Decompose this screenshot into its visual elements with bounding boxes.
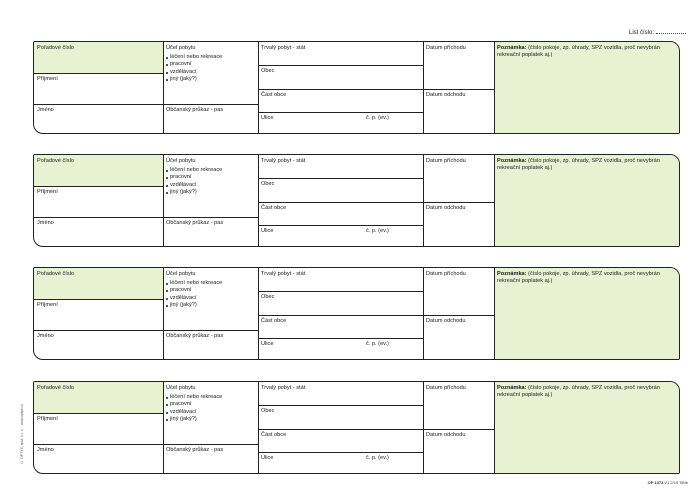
row-divider: [258, 315, 494, 316]
id-card-passport-field[interactable]: [163, 444, 258, 474]
column-divider: [423, 268, 424, 359]
order-number-field[interactable]: [34, 382, 163, 413]
first-name-field[interactable]: [34, 217, 163, 247]
column-divider: [163, 268, 164, 359]
purpose-field[interactable]: [163, 382, 258, 444]
district-field[interactable]: [258, 202, 423, 225]
row-divider: [258, 225, 423, 226]
column-divider: [494, 155, 495, 246]
order-number-field[interactable]: [34, 42, 163, 73]
note-title: Poznámka:: [497, 158, 527, 164]
row-divider: [34, 73, 163, 74]
purpose-option[interactable]: pracovní: [166, 401, 255, 408]
municipality-label: Obec: [261, 408, 275, 414]
departure-date-field[interactable]: [423, 202, 494, 247]
id-card-passport-label: Občanský průkaz - pas: [166, 107, 224, 113]
guest-registration-card: [33, 267, 680, 360]
order-number-label: Pořadové číslo: [37, 45, 75, 51]
row-divider: [258, 405, 423, 406]
note-hint: (číslo pokoje, zp. úhrady, SPZ vozidla, proč nevybrán rekreační poplatek aj.): [497, 45, 660, 58]
purpose-field[interactable]: [163, 155, 258, 217]
purpose-option[interactable]: léčení nebo rekreace: [166, 280, 255, 287]
column-divider: [163, 42, 164, 133]
surname-label: Příjmení: [37, 416, 58, 422]
first-name-field[interactable]: [34, 104, 163, 134]
departure-date-label: Datum odchodu: [426, 318, 466, 324]
municipality-field[interactable]: [258, 178, 423, 202]
street-field[interactable]: [258, 225, 423, 247]
residence-country-field[interactable]: [258, 382, 423, 405]
column-divider: [258, 155, 259, 246]
column-divider: [494, 42, 495, 133]
municipality-field[interactable]: [258, 291, 423, 315]
row-divider: [34, 330, 258, 331]
purpose-options: [166, 54, 255, 84]
purpose-options: [166, 167, 255, 197]
order-number-label: Pořadové číslo: [37, 271, 75, 277]
row-divider: [258, 338, 423, 339]
district-field[interactable]: [258, 315, 423, 338]
street-label: Ulice: [261, 115, 274, 121]
surname-field[interactable]: [34, 186, 163, 217]
residence-country-label: Trvalý pobyt - stát: [261, 385, 306, 391]
column-divider: [494, 268, 495, 359]
row-divider: [34, 104, 258, 105]
row-divider: [34, 413, 163, 414]
surname-label: Příjmení: [37, 189, 58, 195]
note-field[interactable]: [494, 268, 680, 360]
street-field[interactable]: [258, 112, 423, 134]
row-divider: [258, 178, 423, 179]
row-divider: [34, 299, 163, 300]
list-number-field[interactable]: [656, 33, 686, 34]
arrival-date-label: Datum příchodu: [426, 385, 466, 391]
arrival-date-label: Datum příchodu: [426, 158, 466, 164]
arrival-date-field[interactable]: [423, 155, 494, 202]
arrival-date-field[interactable]: [423, 42, 494, 89]
municipality-label: Obec: [261, 294, 275, 300]
guest-registration-card: [33, 381, 680, 474]
row-divider: [34, 444, 258, 445]
house-number-label: č. p. (ev.): [366, 341, 389, 347]
municipality-field[interactable]: [258, 405, 423, 429]
column-divider: [258, 382, 259, 473]
row-divider: [258, 112, 423, 113]
id-card-passport-label: Občanský průkaz - pas: [166, 333, 224, 339]
purpose-field[interactable]: [163, 268, 258, 330]
residence-country-label: Trvalý pobyt - stát: [261, 45, 306, 51]
residence-country-label: Trvalý pobyt - stát: [261, 271, 306, 277]
column-divider: [163, 155, 164, 246]
house-number-label: č. p. (ev.): [366, 115, 389, 121]
purpose-option[interactable]: vzdělávací: [166, 295, 255, 302]
street-label: Ulice: [261, 341, 274, 347]
district-label: Část obce: [261, 92, 287, 98]
form-code: [648, 480, 688, 485]
row-divider: [34, 217, 258, 218]
surname-field[interactable]: [34, 299, 163, 330]
row-divider: [258, 429, 494, 430]
arrival-date-label: Datum příchodu: [426, 271, 466, 277]
note-title: Poznámka:: [497, 45, 527, 51]
note-field[interactable]: [494, 155, 680, 247]
column-divider: [258, 268, 259, 359]
street-field[interactable]: [258, 452, 423, 474]
surname-field[interactable]: [34, 413, 163, 444]
purpose-option[interactable]: jiný (jaký?): [166, 302, 255, 309]
first-name-label: Jméno: [37, 447, 54, 453]
note-hint: (číslo pokoje, zp. úhrady, SPZ vozidla, proč nevybrán rekreační poplatek aj.): [497, 385, 660, 398]
column-divider: [423, 42, 424, 133]
note-field[interactable]: [494, 382, 680, 474]
column-divider: [494, 382, 495, 473]
form-version: V1 2/15 TiMe: [664, 480, 688, 485]
purpose-option[interactable]: jiný (jaký?): [166, 416, 255, 423]
id-card-passport-field[interactable]: [163, 217, 258, 247]
municipality-field[interactable]: [258, 65, 423, 89]
departure-date-label: Datum odchodu: [426, 205, 466, 211]
purpose-option[interactable]: pracovní: [166, 287, 255, 294]
form-code-number: OP 1373: [647, 480, 664, 485]
district-field[interactable]: [258, 89, 423, 112]
note-title: Poznámka:: [497, 271, 527, 277]
column-divider: [423, 155, 424, 246]
purpose-label: Účel pobytu: [166, 385, 196, 391]
municipality-label: Obec: [261, 181, 275, 187]
purpose-option[interactable]: léčení nebo rekreace: [166, 167, 255, 174]
note-title: Poznámka:: [497, 385, 527, 391]
residence-country-field[interactable]: [258, 155, 423, 178]
street-label: Ulice: [261, 455, 274, 461]
column-divider: [423, 382, 424, 473]
order-number-label: Pořadové číslo: [37, 158, 75, 164]
first-name-label: Jméno: [37, 333, 54, 339]
purpose-option[interactable]: vzdělávací: [166, 69, 255, 76]
purpose-label: Účel pobytu: [166, 45, 196, 51]
purpose-option[interactable]: jiný (jaký?): [166, 76, 255, 83]
surname-field[interactable]: [34, 73, 163, 104]
guest-registration-card: [33, 154, 680, 247]
arrival-date-label: Datum příchodu: [426, 45, 466, 51]
id-card-passport-label: Občanský průkaz - pas: [166, 220, 224, 226]
order-number-field[interactable]: [34, 268, 163, 299]
house-number-label: č. p. (ev.): [366, 455, 389, 461]
street-label: Ulice: [261, 228, 274, 234]
row-divider: [258, 89, 494, 90]
row-divider: [258, 452, 423, 453]
residence-country-field[interactable]: [258, 42, 423, 65]
note-hint: (číslo pokoje, zp. úhrady, SPZ vozidla, proč nevybrán rekreační poplatek aj.): [497, 271, 660, 284]
departure-date-field[interactable]: [423, 89, 494, 134]
purpose-option[interactable]: vzdělávací: [166, 409, 255, 416]
purpose-option[interactable]: léčení nebo rekreace: [166, 54, 255, 61]
note-hint: (číslo pokoje, zp. úhrady, SPZ vozidla, proč nevybrán rekreační poplatek aj.): [497, 158, 660, 171]
row-divider: [258, 202, 494, 203]
district-label: Část obce: [261, 318, 287, 324]
guest-registration-card: [33, 41, 680, 134]
purpose-label: Účel pobytu: [166, 271, 196, 277]
departure-date-field[interactable]: [423, 315, 494, 360]
row-divider: [258, 291, 423, 292]
id-card-passport-field[interactable]: [163, 330, 258, 360]
surname-label: Příjmení: [37, 302, 58, 308]
district-label: Část obce: [261, 432, 287, 438]
first-name-label: Jméno: [37, 107, 54, 113]
purpose-label: Účel pobytu: [166, 158, 196, 164]
purpose-option[interactable]: pracovní: [166, 174, 255, 181]
first-name-field[interactable]: [34, 330, 163, 360]
purpose-option[interactable]: jiný (jaký?): [166, 189, 255, 196]
column-divider: [163, 382, 164, 473]
municipality-label: Obec: [261, 68, 275, 74]
purpose-option[interactable]: vzdělávací: [166, 182, 255, 189]
first-name-field[interactable]: [34, 444, 163, 474]
first-name-label: Jméno: [37, 220, 54, 226]
district-label: Část obce: [261, 205, 287, 211]
purpose-option[interactable]: léčení nebo rekreace: [166, 394, 255, 401]
residence-country-label: Trvalý pobyt - stát: [261, 158, 306, 164]
purpose-options: [166, 394, 255, 424]
column-divider: [258, 42, 259, 133]
departure-date-label: Datum odchodu: [426, 92, 466, 98]
purpose-options: [166, 280, 255, 310]
purpose-option[interactable]: pracovní: [166, 61, 255, 68]
order-number-field[interactable]: [34, 155, 163, 186]
id-card-passport-label: Občanský průkaz - pas: [166, 447, 224, 453]
house-number-label: č. p. (ev.): [366, 228, 389, 234]
surname-label: Příjmení: [37, 76, 58, 82]
residence-country-field[interactable]: [258, 268, 423, 291]
departure-date-label: Datum odchodu: [426, 432, 466, 438]
list-number-label: List číslo:: [628, 30, 654, 36]
row-divider: [258, 65, 423, 66]
street-field[interactable]: [258, 338, 423, 360]
district-field[interactable]: [258, 429, 423, 452]
note-field[interactable]: [494, 42, 680, 134]
purpose-field[interactable]: [163, 42, 258, 104]
arrival-date-field[interactable]: [423, 382, 494, 429]
order-number-label: Pořadové číslo: [37, 385, 75, 391]
id-card-passport-field[interactable]: [163, 104, 258, 134]
publisher-imprint: © OPTYS, spol. s r. o. · www.optys.cz: [20, 403, 24, 464]
list-number: [629, 30, 686, 36]
arrival-date-field[interactable]: [423, 268, 494, 315]
departure-date-field[interactable]: [423, 429, 494, 474]
row-divider: [34, 186, 163, 187]
